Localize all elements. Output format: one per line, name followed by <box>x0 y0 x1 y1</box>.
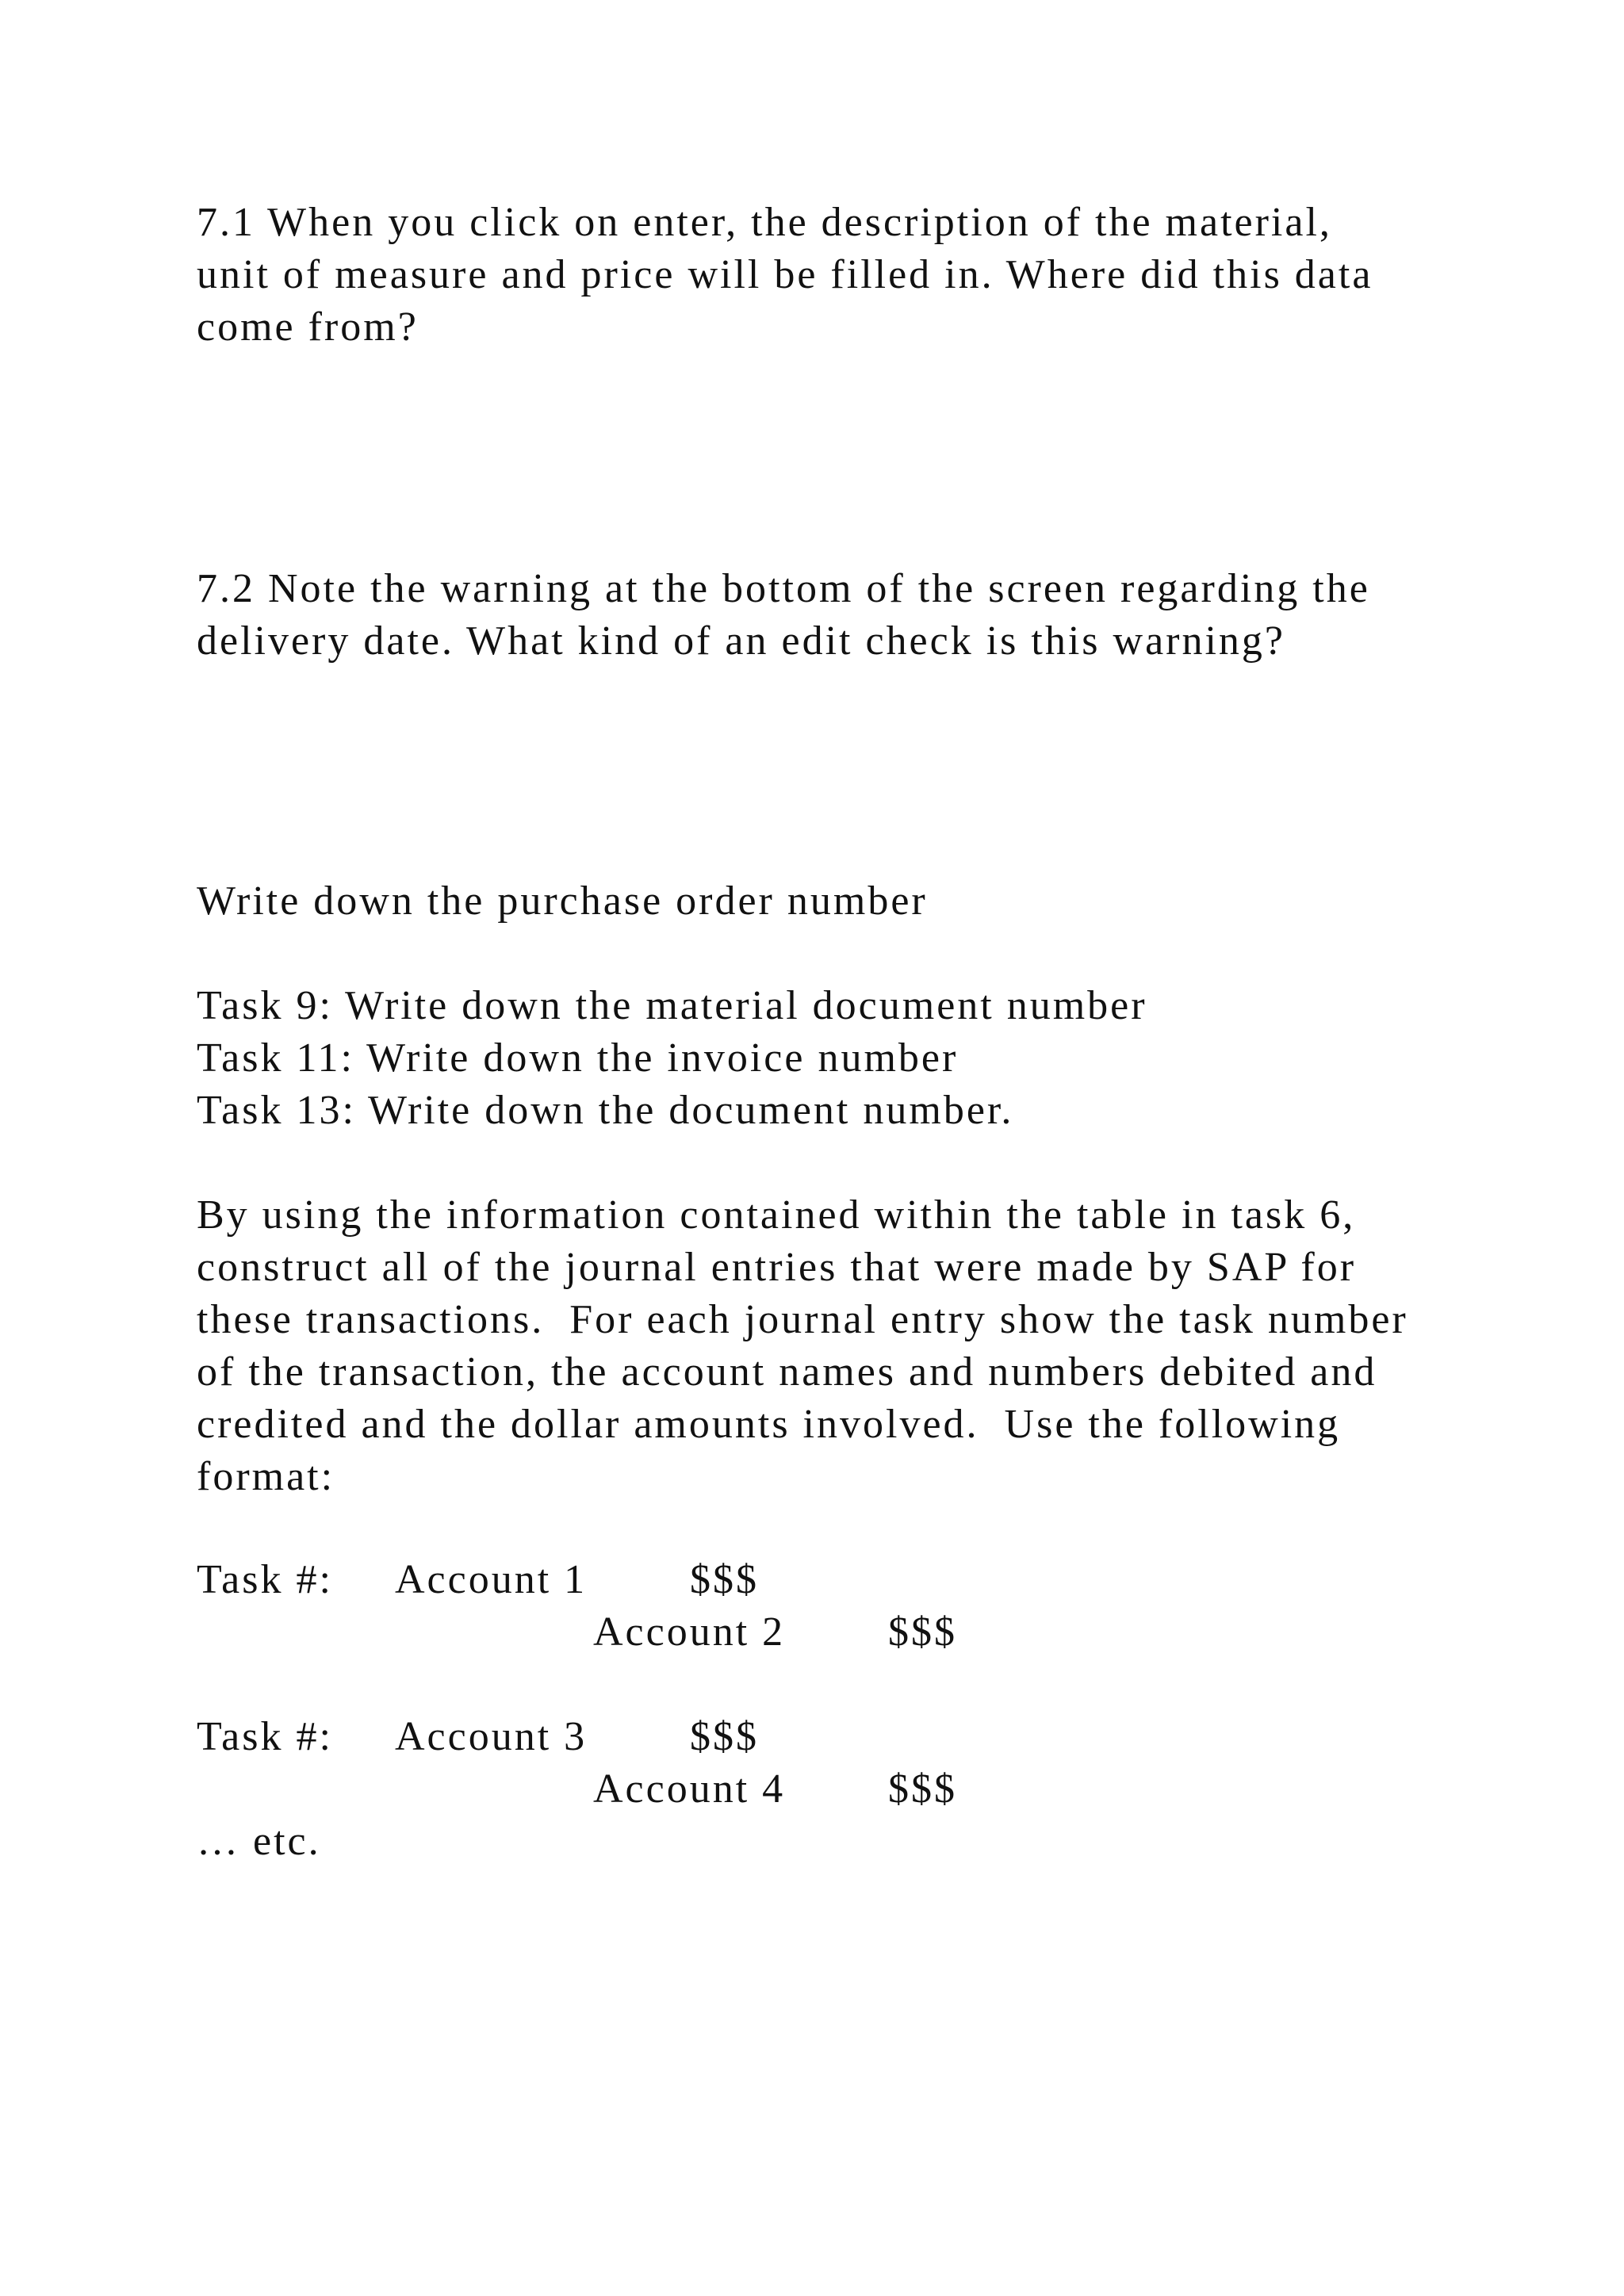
question-7-1-line-3: come from? <box>197 304 419 350</box>
instructions-line-4: of the transaction, the account names and numbers debited and <box>197 1349 1377 1395</box>
journal-credit-account: Account 2 <box>593 1609 786 1655</box>
task-9-line: Task 9: Write down the material document number <box>197 983 1147 1028</box>
question-7-2-line-1: 7.2 Note the warning at the bottom of the screen regarding the <box>197 566 1370 611</box>
journal-task-label: Task #: <box>197 1557 333 1602</box>
instructions-line-6: format: <box>197 1454 335 1499</box>
task-11-line: Task 11: Write down the invoice number <box>197 1035 959 1081</box>
journal-debit-account: Account 1 <box>395 1557 588 1602</box>
question-7-1-line-1: 7.1 When you click on enter, the description of the material, <box>197 200 1332 245</box>
etc-line: … etc. <box>197 1819 321 1864</box>
journal-task-label: Task #: <box>197 1714 333 1759</box>
question-7-1-line-2: unit of measure and price will be filled in. Where did this data <box>197 252 1373 297</box>
instructions-line-2: construct all of the journal entries that were made by SAP for <box>197 1245 1357 1290</box>
task-13-line: Task 13: Write down the document number. <box>197 1088 1014 1133</box>
journal-credit-account: Account 4 <box>593 1766 786 1812</box>
instructions-line-5: credited and the dollar amounts involved. Use the following <box>197 1402 1341 1447</box>
instructions-line-1: By using the information contained within the table in task 6, <box>197 1192 1356 1238</box>
instructions-line-3: these transactions. For each journal entry show the task number <box>197 1297 1408 1342</box>
journal-debit-amount: $$$ <box>690 1557 759 1602</box>
journal-debit-amount: $$$ <box>690 1714 759 1759</box>
journal-debit-account: Account 3 <box>395 1714 588 1759</box>
journal-credit-amount: $$$ <box>888 1766 957 1812</box>
purchase-order-instruction: Write down the purchase order number <box>197 878 928 924</box>
question-7-2-line-2: delivery date. What kind of an edit check is this warning? <box>197 618 1285 664</box>
journal-credit-amount: $$$ <box>888 1609 957 1655</box>
